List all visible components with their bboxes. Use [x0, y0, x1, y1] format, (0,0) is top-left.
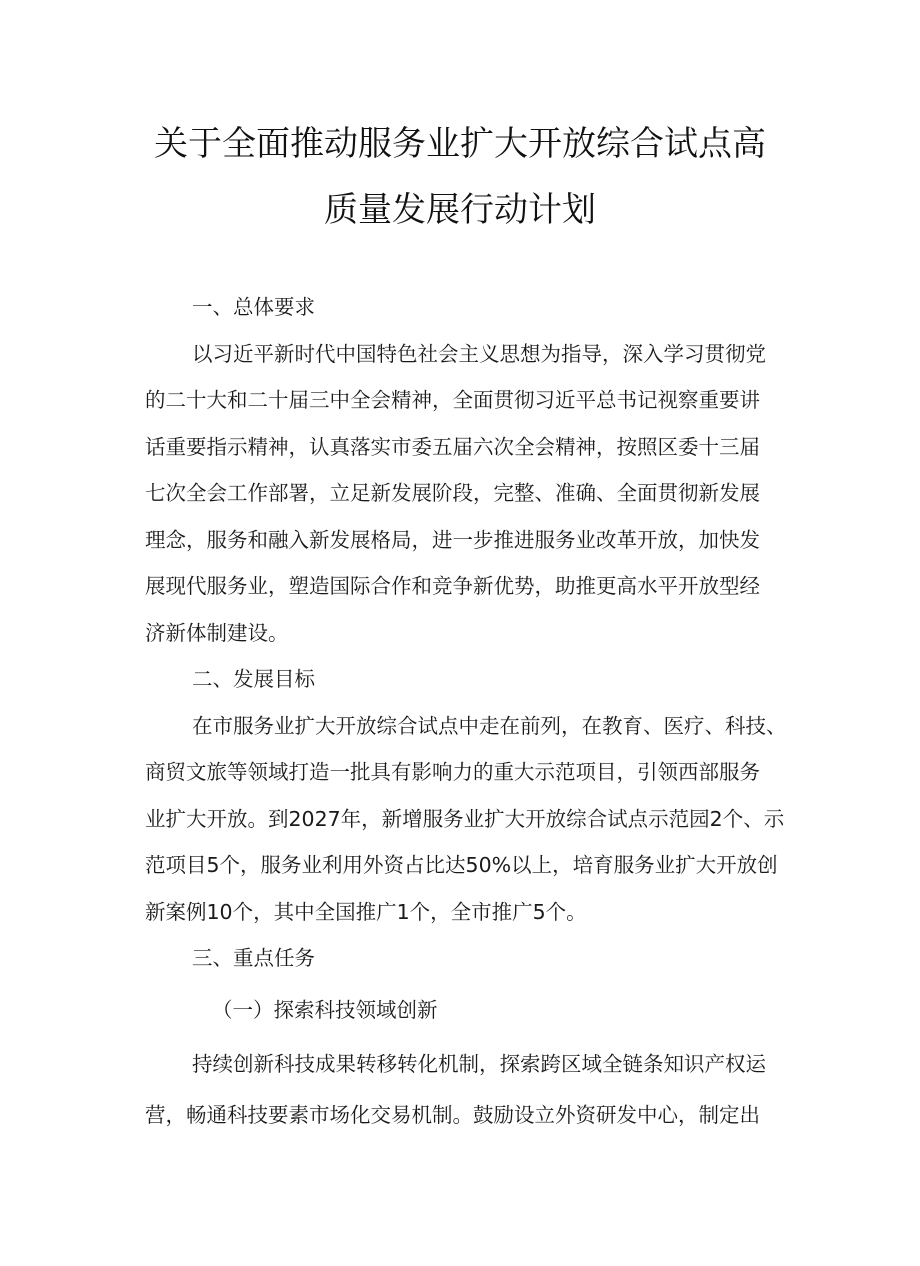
section-1-heading: 一、总体要求 [192, 295, 315, 319]
section-2-paragraph-line: 新案例10个，其中全国推广1个，全市推广5个。 [145, 900, 587, 924]
section-1-paragraph-line: 展现代服务业，塑造国际合作和竞争新优势，助推更高水平开放型经 [145, 574, 760, 598]
section-3-paragraph-line: 持续创新科技成果转移转化机制，探索跨区域全链条知识产权运 [192, 1052, 766, 1076]
section-2-heading: 二、发展目标 [192, 667, 315, 691]
section-2-paragraph-line: 商贸文旅等领域打造一批具有影响力的重大示范项目，引领西部服务 [145, 760, 760, 784]
section-1-paragraph-line: 济新体制建设。 [145, 621, 289, 645]
section-1-paragraph-line: 七次全会工作部署，立足新发展阶段，完整、准确、全面贯彻新发展 [145, 481, 760, 505]
section-2-paragraph-line: 业扩大开放。到2027年，新增服务业扩大开放综合试点示范园2个、示 [145, 807, 785, 831]
section-3-heading: 三、重点任务 [192, 946, 315, 970]
section-1-paragraph-line: 的二十大和二十届三中全会精神，全面贯彻习近平总书记视察重要讲 [145, 388, 760, 412]
section-1-paragraph-line: 理念，服务和融入新发展格局，进一步推进服务业改革开放，加快发 [145, 528, 760, 552]
section-1-paragraph-line: 以习近平新时代中国特色社会主义思想为指导，深入学习贯彻党 [192, 342, 766, 366]
document-title-line-2: 质量发展行动计划 [324, 190, 596, 230]
section-2-paragraph-line: 范项目5个，服务业利用外资占比达50%以上，培育服务业扩大开放创 [145, 853, 778, 877]
section-1-paragraph-line: 话重要指示精神，认真落实市委五届六次全会精神，按照区委十三届 [145, 435, 760, 459]
section-2-paragraph-line: 在市服务业扩大开放综合试点中走在前列，在教育、医疗、科技、 [192, 714, 787, 738]
section-3-paragraph-line: 营，畅通科技要素市场化交易机制。鼓励设立外资研发中心，制定出 [145, 1103, 760, 1127]
document-title-line-1: 关于全面推动服务业扩大开放综合试点高 [154, 124, 766, 164]
section-3-subheading: （一）探索科技领域创新 [212, 998, 438, 1022]
